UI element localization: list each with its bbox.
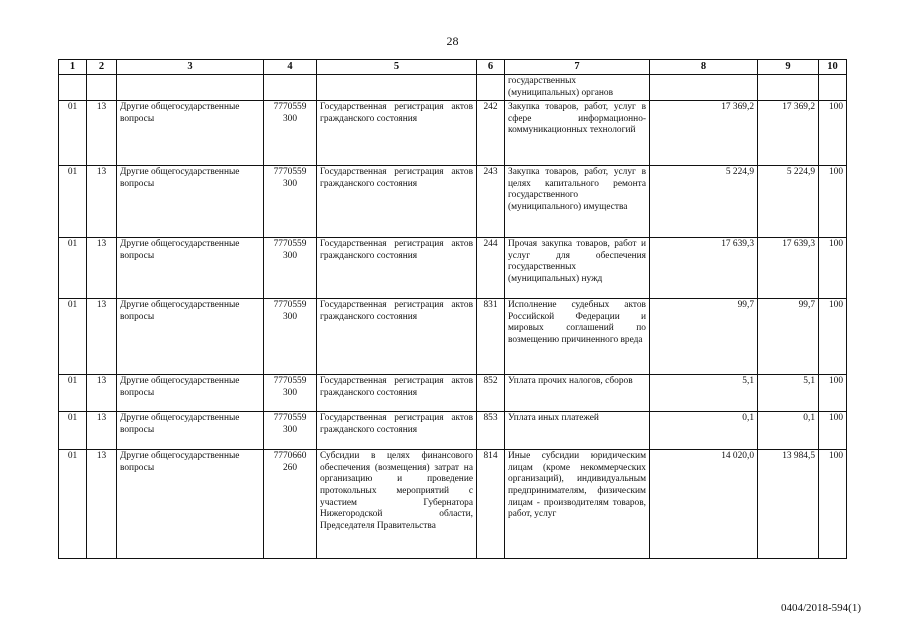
plan-amount-cell: 17 369,2 [650,101,758,166]
plan-amount-cell: 99,7 [650,299,758,375]
section-name-cell: Другие общегосударственные вопросы [117,166,264,238]
table-row [59,238,847,299]
target-article-cell: 7770559 300 [264,412,317,450]
code-section-cell: 01 [59,166,87,238]
plan-amount-cell: 14 020,0 [650,450,758,559]
target-article-name-cell: Государственная регистрация актов гражданского состояния [317,299,477,375]
continuation-text: государственных (муниципальных) органов [505,75,650,101]
code-section-cell: 01 [59,238,87,299]
target-article-cell: 7770559 300 [264,299,317,375]
expense-type-name-cell: Исполнение судебных актов Российской Федерации и мировых соглашений по возмещению причиненного вреда [505,299,650,375]
actual-amount-cell: 17 369,2 [758,101,819,166]
expense-type-name-cell: Закупка товаров, работ, услуг в сфере информационно-коммуникационных технологий [505,101,650,166]
percent-cell: 100 [819,412,847,450]
column-header: 4 [264,60,317,75]
column-header: 2 [87,60,117,75]
code-subsection-cell: 13 [87,299,117,375]
code-section-cell: 01 [59,412,87,450]
expense-type-name-cell: Закупка товаров, работ, услуг в целях капитального ремонта государственного (муниципального) имущества [505,166,650,238]
plan-amount-cell: 5,1 [650,375,758,412]
budget-table [58,59,847,559]
table-row [59,375,847,412]
actual-amount-cell: 5,1 [758,375,819,412]
column-header: 8 [650,60,758,75]
page-number: 28 [446,34,459,48]
target-article-name-cell: Государственная регистрация актов гражданского состояния [317,166,477,238]
plan-amount-cell: 17 639,3 [650,238,758,299]
section-name-cell: Другие общегосударственные вопросы [117,238,264,299]
column-header: 5 [317,60,477,75]
expense-type-cell: 244 [477,238,505,299]
target-article-cell: 7770559 300 [264,238,317,299]
continuation-row [59,75,847,101]
column-header: 3 [117,60,264,75]
expense-type-name-cell: Уплата иных платежей [505,412,650,450]
code-subsection-cell: 13 [87,166,117,238]
code-section-cell: 01 [59,101,87,166]
document-code: 0404/2018-594(1) [780,602,861,614]
table-row [59,450,847,559]
section-name-cell: Другие общегосударственные вопросы [117,375,264,412]
column-header: 1 [59,60,87,75]
header-row [59,60,847,75]
actual-amount-cell: 17 639,3 [758,238,819,299]
plan-amount-cell: 5 224,9 [650,166,758,238]
percent-cell: 100 [819,101,847,166]
section-name-cell: Другие общегосударственные вопросы [117,299,264,375]
column-header: 9 [758,60,819,75]
actual-amount-cell: 0,1 [758,412,819,450]
code-section-cell: 01 [59,450,87,559]
percent-cell: 100 [819,450,847,559]
section-name-cell: Другие общегосударственные вопросы [117,412,264,450]
table-row [59,166,847,238]
target-article-name-cell: Субсидии в целях финансового обеспечения (возмещения) затрат на организацию и проведение протокольных мероприятий с участием Губернатора Нижегородской области, Председателя Правительства [317,450,477,559]
expense-type-name-cell: Уплата прочих налогов, сборов [505,375,650,412]
target-article-cell: 7770559 300 [264,375,317,412]
column-header: 10 [819,60,847,75]
code-section-cell: 01 [59,299,87,375]
target-article-name-cell: Государственная регистрация актов гражданского состояния [317,101,477,166]
expense-type-cell: 814 [477,450,505,559]
expense-type-cell: 852 [477,375,505,412]
plan-amount-cell: 0,1 [650,412,758,450]
column-header: 7 [505,60,650,75]
code-subsection-cell: 13 [87,101,117,166]
expense-type-cell: 831 [477,299,505,375]
actual-amount-cell: 99,7 [758,299,819,375]
code-subsection-cell: 13 [87,375,117,412]
table-row [59,299,847,375]
code-subsection-cell: 13 [87,450,117,559]
section-name-cell: Другие общегосударственные вопросы [117,101,264,166]
actual-amount-cell: 13 984,5 [758,450,819,559]
target-article-cell: 7770559 300 [264,166,317,238]
target-article-name-cell: Государственная регистрация актов гражданского состояния [317,238,477,299]
code-subsection-cell: 13 [87,412,117,450]
section-name-cell: Другие общегосударственные вопросы [117,450,264,559]
actual-amount-cell: 5 224,9 [758,166,819,238]
expense-type-cell: 242 [477,101,505,166]
table-row [59,412,847,450]
percent-cell: 100 [819,238,847,299]
target-article-name-cell: Государственная регистрация актов гражданского состояния [317,375,477,412]
target-article-cell: 7770559 300 [264,101,317,166]
table-row [59,101,847,166]
code-subsection-cell: 13 [87,238,117,299]
target-article-cell: 7770660 260 [264,450,317,559]
percent-cell: 100 [819,375,847,412]
code-section-cell: 01 [59,375,87,412]
column-header: 6 [477,60,505,75]
percent-cell: 100 [819,166,847,238]
expense-type-cell: 853 [477,412,505,450]
expense-type-cell: 243 [477,166,505,238]
target-article-name-cell: Государственная регистрация актов гражданского состояния [317,412,477,450]
expense-type-name-cell: Иные субсидии юридическим лицам (кроме некоммерческих организаций), индивидуальным предпринимателям, физическим лицам - производителям товаров, работ, услуг [505,450,650,559]
expense-type-name-cell: Прочая закупка товаров, работ и услуг для обеспечения государственных (муниципальных) нужд [505,238,650,299]
percent-cell: 100 [819,299,847,375]
